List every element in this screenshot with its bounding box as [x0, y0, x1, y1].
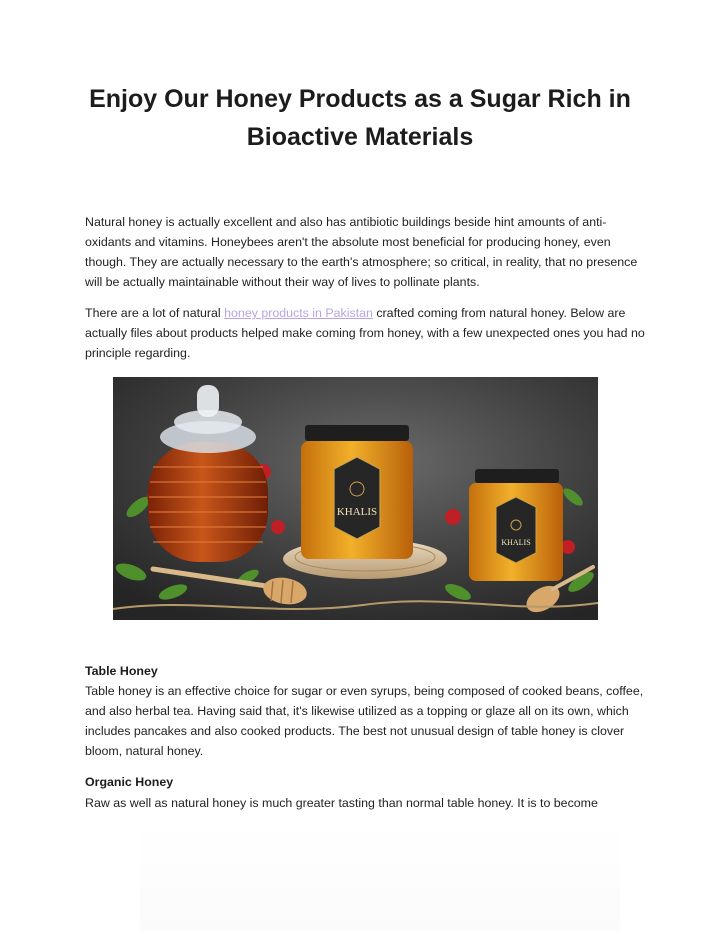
- small-khalis-jar: [469, 469, 563, 581]
- large-khalis-jar: [301, 425, 413, 559]
- table-honey-paragraph: Table honey is an effective choice for sugar or even syrups, being composed of cooked beans, coffee, and also herbal tea. Having said that, it's likewise utilized as a topping or glaze all on its own, which includes pancakes and also cooked products. The best not unusual design of table honey is clover bloom, natural honey.: [85, 684, 644, 758]
- section-heading-table-honey: Table Honey: [85, 664, 158, 678]
- products-paragraph-lead: There are a lot of natural: [85, 306, 225, 320]
- honey-jars-photo: [113, 377, 598, 620]
- products-paragraph-tail: crafted coming from natural honey. Below are actually files about products helped make coming from honey, with a few unexpected ones you had no principle regarding.: [85, 306, 645, 360]
- section-heading-organic-honey: Organic Honey: [85, 775, 174, 789]
- page-bottom-fade: [140, 820, 620, 931]
- page-title: Enjoy Our Honey Products as a Sugar Rich in Bioactive Materials: [89, 85, 631, 151]
- jar-brand-label: KHALIS: [336, 506, 378, 518]
- intro-paragraph: Natural honey is actually excellent and also has antibiotic buildings beside hint amounts of anti-oxidants and vitamins. Honeybees aren't the absolute most beneficial for producing honey, even though. They are actually necessary to the earth's atmosphere; so critical, in reality, that no presence will be actually maintainable without their way of lives to pollinate plants.: [85, 215, 638, 289]
- organic-honey-paragraph: Raw as well as natural honey is much greater tasting than normal table honey. It is to become: [85, 796, 598, 810]
- honey-products-link[interactable]: honey products in Pakistan: [224, 306, 373, 320]
- products-paragraph: [85, 303, 645, 363]
- small-jar-brand-label: KHALIS: [501, 538, 531, 547]
